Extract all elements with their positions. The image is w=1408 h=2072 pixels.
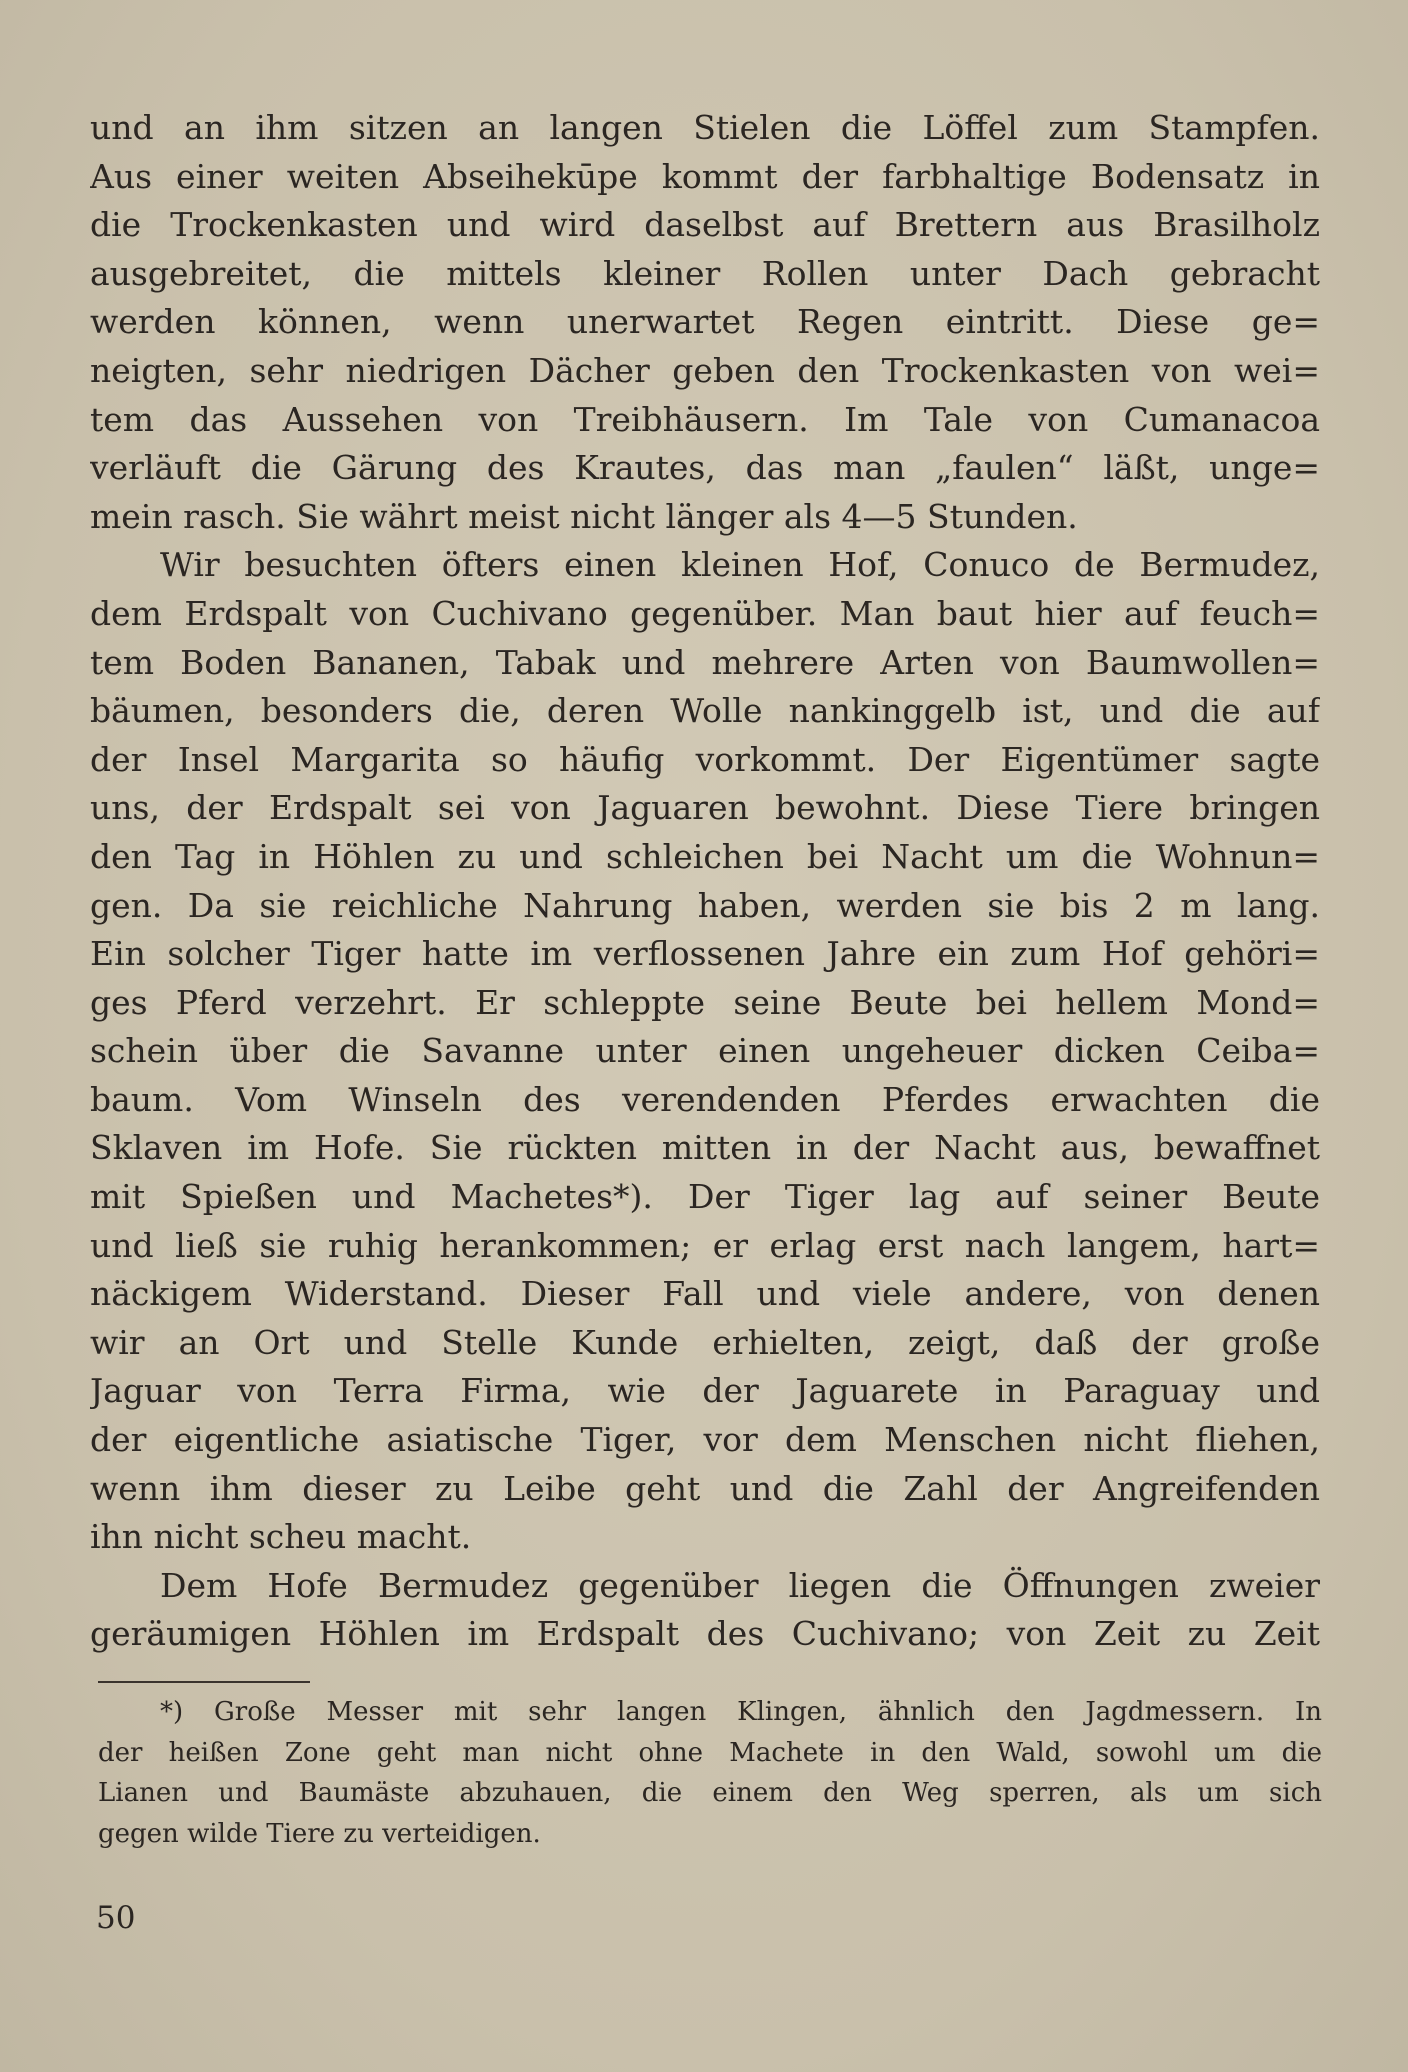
- text-line: gen. Da sie reichliche Nahrung haben, werden sie bis 2 m lang.: [90, 885, 1320, 925]
- text-line: bäumen, besonders die, deren Wolle nankinggelb ist, und die auf: [90, 691, 1320, 731]
- text-line: ausgebreitet, die mittels kleiner Rollen unter Dach gebracht: [90, 253, 1320, 293]
- text-line: mit Spießen und Machetes*). Der Tiger lag auf seiner Beute: [90, 1177, 1320, 1217]
- text-line: ihn nicht scheu macht.: [90, 1517, 472, 1557]
- text-line: neigten, sehr niedrigen Dächer geben den Trockenkasten von wei=: [90, 350, 1320, 390]
- text-line: Sklaven im Hofe. Sie rückten mitten in der Nacht aus, bewaffnet: [90, 1128, 1320, 1168]
- text-line: Dem Hofe Bermudez gegenüber liegen die Öffnungen zweier: [160, 1565, 1320, 1605]
- text-line: geräumigen Höhlen im Erdspalt des Cuchivano; von Zeit zu Zeit: [90, 1614, 1320, 1654]
- text-line: Jaguar von Terra Firma, wie der Jaguarete in Paraguay und: [90, 1371, 1320, 1411]
- text-line: mein rasch. Sie währt meist nicht länger als 4—5 Stunden.: [90, 496, 1078, 536]
- footnote-line: *) Große Messer mit sehr langen Klingen, ähnlich den Jagdmessern. In: [160, 1697, 1322, 1727]
- text-line: die Trockenkasten und wird daselbst auf Brettern aus Brasilholz: [90, 205, 1320, 245]
- text-line: dem Erdspalt von Cuchivano gegenüber. Man baut hier auf feuch=: [90, 593, 1320, 633]
- text-line: Wir besuchten öfters einen kleinen Hof, Conuco de Bermudez,: [160, 545, 1320, 585]
- text-line: Ein solcher Tiger hatte im verflossenen Jahre ein zum Hof gehöri=: [90, 934, 1320, 974]
- body-text: [90, 104, 1320, 1659]
- footnote-line: der heißen Zone geht man nicht ohne Machete in den Wald, sowohl um die: [98, 1737, 1322, 1768]
- text-line: und an ihm sitzen an langen Stielen die Löffel zum Stampfen.: [90, 108, 1320, 147]
- text-line: tem das Aussehen von Treibhäusern. Im Tale von Cumanacoa: [90, 399, 1320, 439]
- footnote-line: gegen wilde Tiere zu verteidigen.: [98, 1818, 541, 1849]
- text-line: wenn ihm dieser zu Leibe geht und die Zahl der Angreifenden: [90, 1468, 1320, 1508]
- text-line: den Tag in Höhlen zu und schleichen bei Nacht um die Wohnun=: [90, 836, 1320, 876]
- page-number: 50: [96, 1900, 136, 1936]
- footnote-line: Lianen und Baumäste abzuhauen, die einem den Weg sperren, als um sich: [98, 1778, 1322, 1808]
- text-line: und ließ sie ruhig herankommen; er erlag erst nach langem, hart=: [90, 1225, 1320, 1265]
- text-line: uns, der Erdspalt sei von Jaguaren bewohnt. Diese Tiere bringen: [90, 788, 1320, 828]
- text-line: der eigentliche asiatische Tiger, vor dem Menschen nicht fliehen,: [90, 1420, 1320, 1460]
- text-line: baum. Vom Winseln des verendenden Pferdes erwachten die: [90, 1079, 1320, 1119]
- text-line: schein über die Savanne unter einen ungeheuer dicken Ceiba=: [90, 1031, 1320, 1071]
- text-line: Aus einer weiten Abseihekūpe kommt der farbhaltige Bodensatz in: [90, 156, 1320, 196]
- text-line: tem Boden Bananen, Tabak und mehrere Arten von Baumwollen=: [90, 642, 1320, 682]
- text-line: wir an Ort und Stelle Kunde erhielten, zeigt, daß der große: [90, 1322, 1320, 1362]
- text-line: ges Pferd verzehrt. Er schleppte seine Beute bei hellem Mond=: [90, 982, 1320, 1022]
- footnote-rule: [98, 1681, 310, 1683]
- text-line: der Insel Margarita so häufig vorkommt. Der Eigentümer sagte: [90, 739, 1320, 779]
- text-line: werden können, wenn unerwartet Regen eintritt. Diese ge=: [90, 302, 1320, 342]
- text-line: verläuft die Gärung des Krautes, das man „faulen“ läßt, unge=: [90, 448, 1320, 488]
- footnote: [98, 1692, 1322, 1854]
- text-line: näckigem Widerstand. Dieser Fall und viele andere, von denen: [90, 1274, 1320, 1314]
